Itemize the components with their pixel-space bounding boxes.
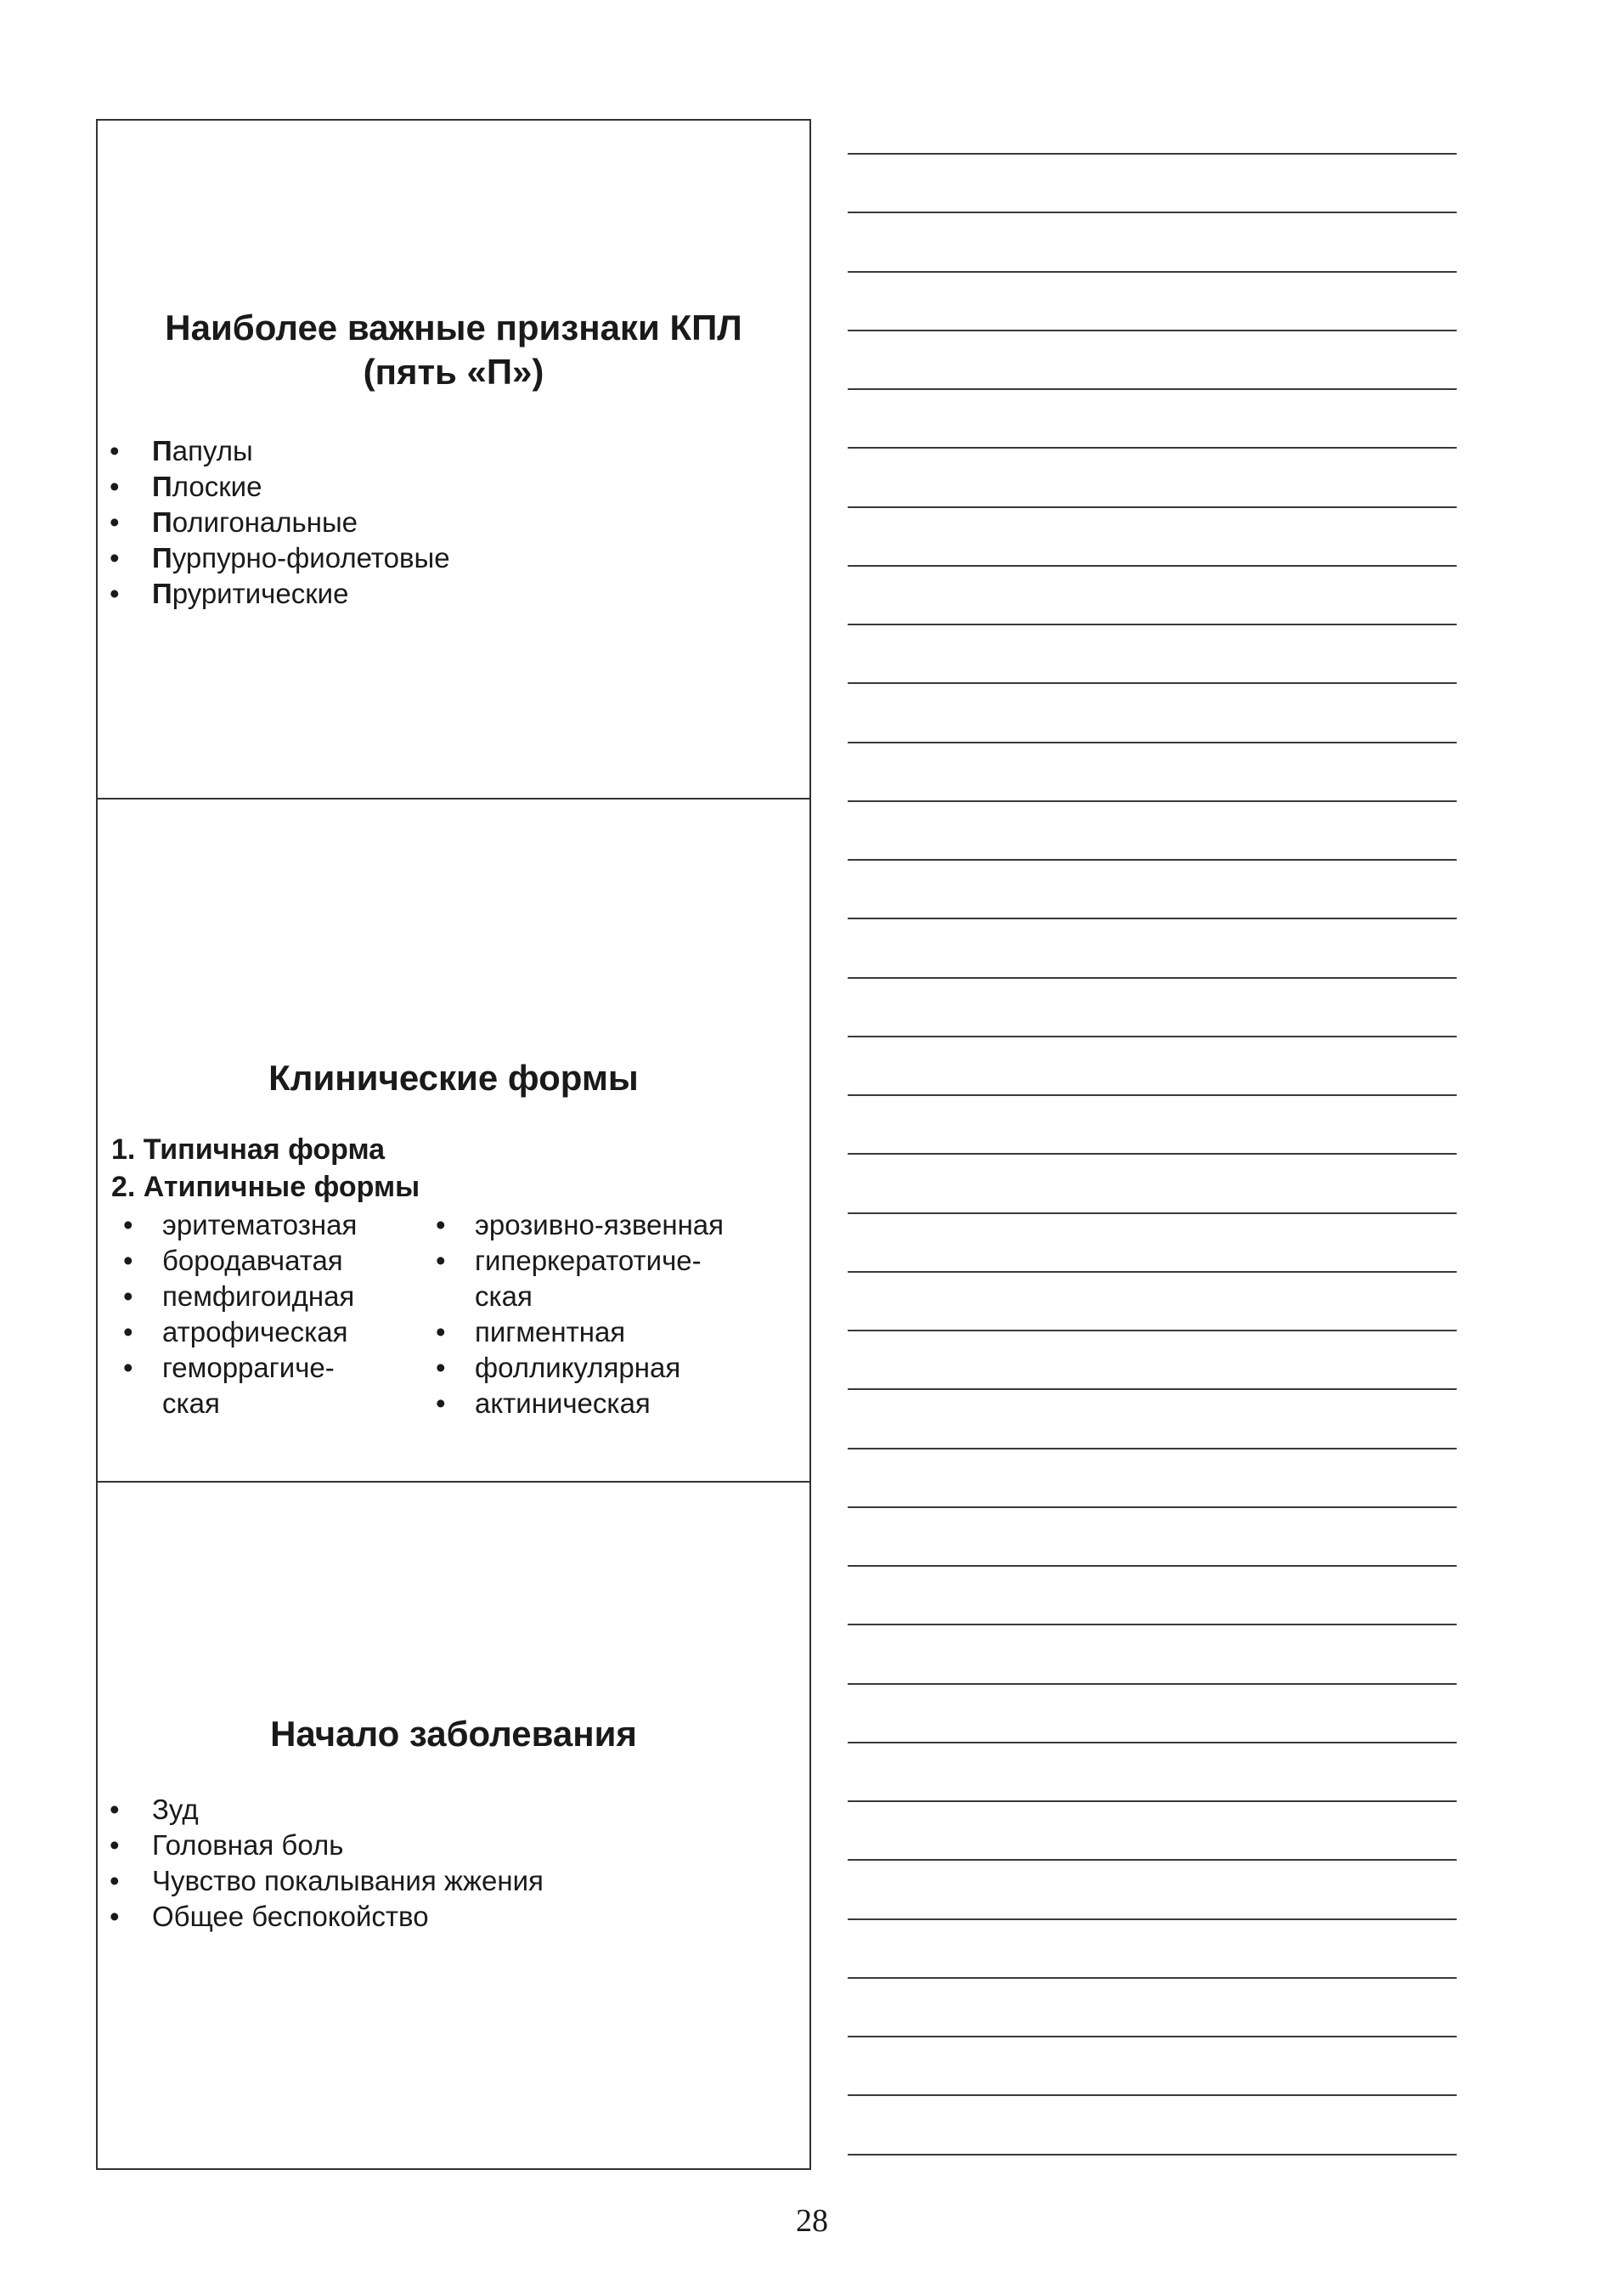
list-item: • бородавчатая (123, 1243, 412, 1279)
key-signs-list (98, 433, 450, 612)
list-item: • пемфигоидная (123, 1279, 412, 1314)
slide-disease-onset (98, 1483, 809, 2168)
note-line (848, 742, 1457, 743)
note-line (848, 212, 1457, 213)
note-line (848, 859, 1457, 861)
onset-list (98, 1792, 544, 1935)
list-item: • фолликулярная (436, 1350, 792, 1386)
list-item: • пигментная (436, 1314, 792, 1350)
list-item: • Папулы (98, 433, 450, 469)
slide-key-signs (98, 121, 809, 800)
list-item: • Полигональные (98, 505, 450, 540)
slide-clinical-forms (98, 800, 809, 1483)
atypical-forms-right-column (436, 1207, 792, 1421)
note-line (848, 153, 1457, 155)
slide-title: Начало заболевания (270, 1714, 637, 1754)
note-line (848, 1448, 1457, 1449)
note-line (848, 977, 1457, 979)
list-item: • Общее беспокойство (98, 1899, 544, 1935)
list-item: • атрофическая (123, 1314, 412, 1350)
note-line (848, 1506, 1457, 1508)
list-item: • эрозивно-язвенная (436, 1207, 792, 1243)
note-line (848, 1094, 1457, 1096)
note-line (848, 2036, 1457, 2037)
list-item: • Пурпурно-фиолетовые (98, 540, 450, 576)
note-lines (848, 0, 1457, 2294)
list-item: 1. Типичная форма (111, 1133, 386, 1166)
note-line (848, 1977, 1457, 1979)
slide-title: Клинические формы (268, 1058, 639, 1098)
slide-title-line-1: Наиболее важные признаки КПЛ (165, 308, 742, 347)
list-item: 2. Атипичные формы (111, 1171, 420, 1203)
note-line (848, 624, 1457, 625)
note-line (848, 1742, 1457, 1743)
note-line (848, 447, 1457, 449)
slides-panel (96, 119, 811, 2170)
note-line (848, 1271, 1457, 1273)
note-line (848, 1624, 1457, 1625)
note-line (848, 2094, 1457, 2096)
page-number: 28 (796, 2203, 828, 2239)
note-line (848, 1683, 1457, 1685)
note-line (848, 918, 1457, 919)
list-item: • гиперкератотиче- ская (436, 1243, 792, 1314)
note-line (848, 506, 1457, 508)
list-item: • Пруритические (98, 576, 450, 612)
note-line (848, 388, 1457, 390)
slide-title-line-2: (пять «П») (363, 352, 544, 392)
list-item: • Головная боль (98, 1828, 544, 1863)
note-line (848, 1153, 1457, 1155)
note-line (848, 1800, 1457, 1802)
note-line (848, 1918, 1457, 1920)
slide-title (98, 306, 809, 394)
note-line (848, 271, 1457, 273)
list-item: • геморрагиче- ская (123, 1350, 412, 1421)
note-line (848, 1212, 1457, 1214)
list-item: • эритематозная (123, 1207, 412, 1243)
list-item: • Зуд (98, 1792, 544, 1828)
note-line (848, 682, 1457, 684)
note-line (848, 1565, 1457, 1567)
forms-numbered-list (111, 1131, 420, 1206)
note-line (848, 1859, 1457, 1861)
atypical-forms-left-column (123, 1207, 412, 1421)
note-line (848, 330, 1457, 331)
note-line (848, 1036, 1457, 1037)
note-line (848, 2154, 1457, 2156)
list-item: • актиническая (436, 1386, 792, 1421)
note-line (848, 800, 1457, 802)
list-item: • Чувство покалывания жжения (98, 1863, 544, 1899)
note-line (848, 1330, 1457, 1331)
note-line (848, 565, 1457, 567)
list-item: • Плоские (98, 469, 450, 505)
note-line (848, 1388, 1457, 1390)
